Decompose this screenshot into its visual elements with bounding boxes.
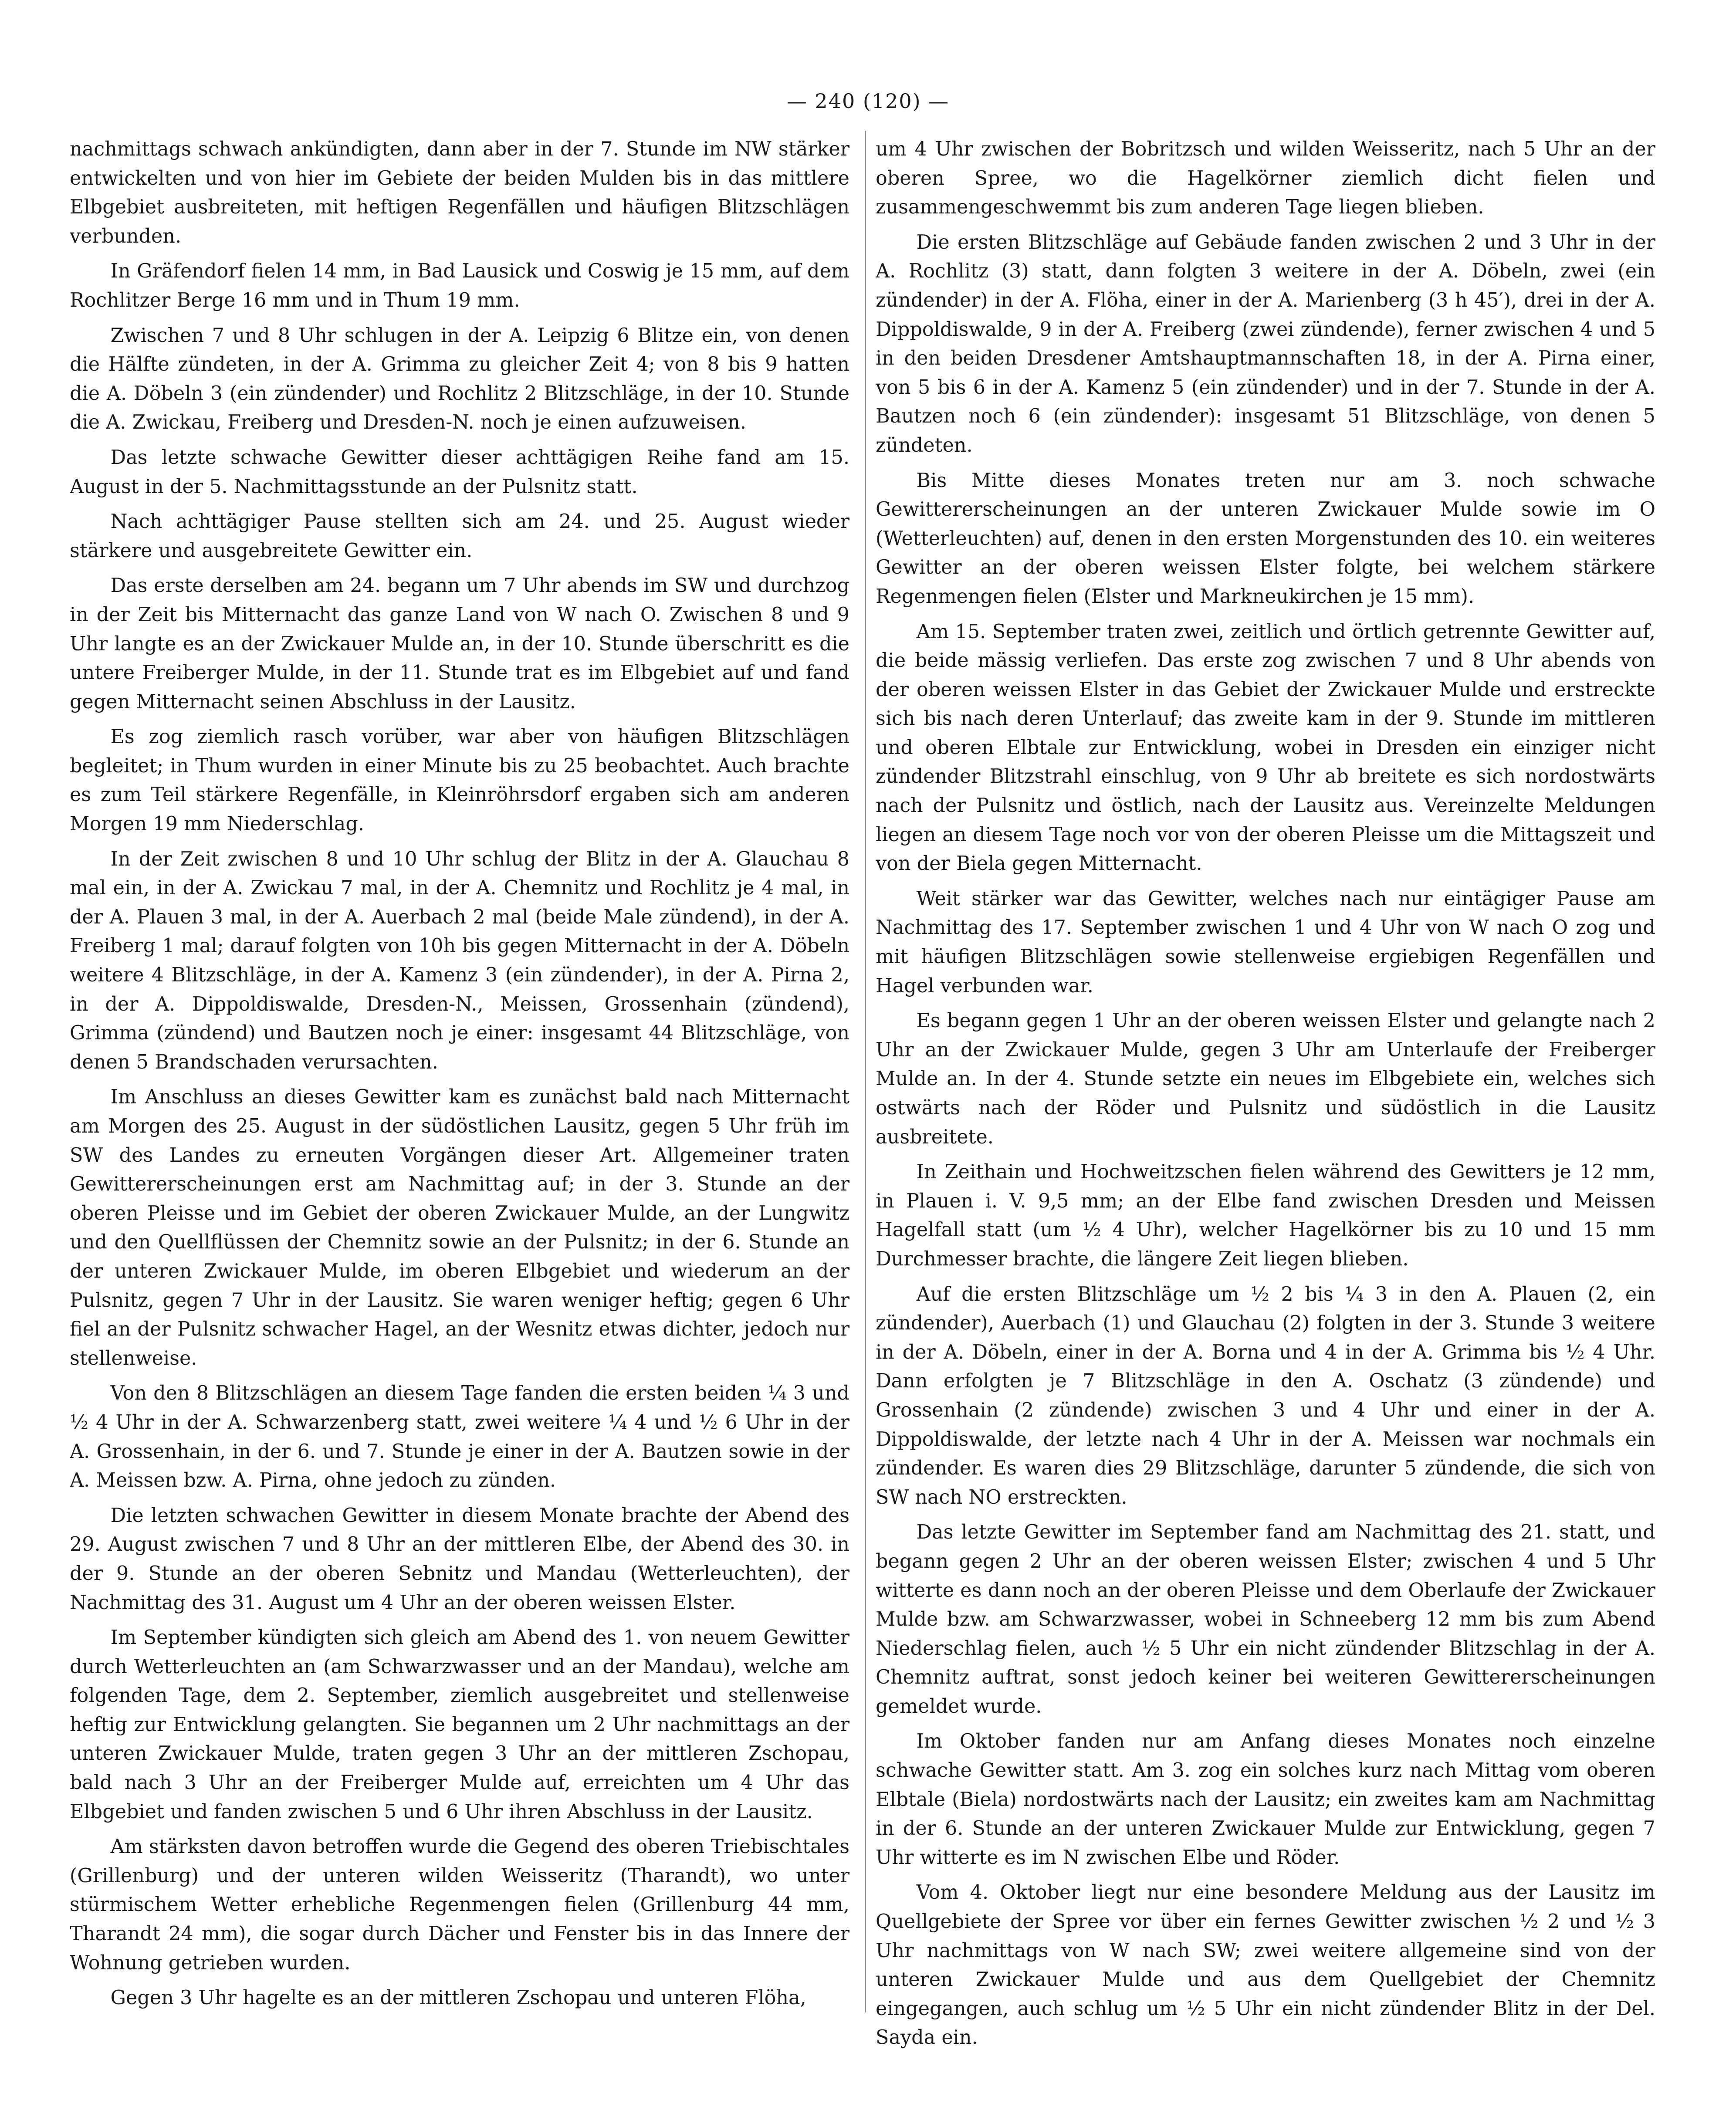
- text-column-right: [876, 135, 1655, 2087]
- paragraph: Vom 4. Oktober liegt nur eine besondere Meldung aus der Lausitz im Quellgebiete der Spree vor über ein fernes Gewitter zwischen ½ 2 und ½ 3 Uhr nachmittags von W nach SW; zwei weitere allgemeine sind von der unteren Zwickauer Mulde und aus dem Quellgebiet der Chemnitz eingegangen, auch schlug um ½ 5 Uhr ein nicht zündender Blitz in der Del. Sayda ein.: [876, 1881, 1655, 2049]
- paragraph: Es begann gegen 1 Uhr an der oberen weissen Elster und gelangte nach 2 Uhr an der Zwickauer Mulde, gegen 3 Uhr am Unterlaufe der Freiberger Mulde an. In der 4. Stunde setzte ein neues im Elbgebiete ein, welches sich ostwärts nach der Röder und Pulsnitz und südöstlich in die Lausitz ausbreitete.: [876, 1010, 1655, 1148]
- paragraph: Zwischen 7 und 8 Uhr schlugen in der A. Leipzig 6 Blitze ein, von denen die Hälfte zündeten, in der A. Grimma zu gleicher Zeit 4; von 8 bis 9 hatten die A. Döbeln 3 (ein zündender) und Rochlitz 2 Blitzschläge, in der 10. Stunde die A. Zwickau, Freiberg und Dresden-N. noch je einen aufzuweisen.: [70, 324, 849, 434]
- paragraph: In der Zeit zwischen 8 und 10 Uhr schlug der Blitz in der A. Glauchau 8 mal ein, in der A. Zwickau 7 mal, in der A. Chemnitz und Rochlitz je 4 mal, in der A. Plauen 3 mal, in der A. Auerbach 2 mal (beide Male zündend), in der A. Freiberg 1 mal; darauf folgten von 10h bis gegen Mitternacht in der A. Döbeln weitere 4 Blitzschläge, in der A. Kamenz 3 (ein zündender), in der A. Pirna 2, in der A. Dippoldiswalde, Dresden-N., Meissen, Grossenhain (zündend), Grimma (zündend) und Bautzen noch je einer: insgesamt 44 Blitzschläge, von denen 5 Brandschaden verursachten.: [70, 848, 849, 1073]
- paragraph: Gegen 3 Uhr hagelte es an der mittleren Zschopau und unteren Flöha,: [110, 1987, 806, 2009]
- paragraph: nachmittags schwach ankündigten, dann aber in der 7. Stunde im NW stärker entwickelten und von hier im Gebiete der beiden Mulden bis in das mittlere Elbgebiet ausbreiteten, mit heftigen Regenfällen und häufigen Blitzschlägen verbunden.: [70, 138, 849, 247]
- paragraph: Am stärksten davon betroffen wurde die Gegend des oberen Triebischtales (Grillenburg) und der unteren wilden Weisseritz (Tharandt), wo unter stürmischem Wetter erhebliche Regenmengen fielen (Grillenburg 44 mm, Tharandt 24 mm), die sogar durch Dächer und Fenster bis in das Innere der Wohnung getrieben wurden.: [70, 1836, 849, 1974]
- paragraph: Das letzte schwache Gewitter dieser achttägigen Reihe fand am 15. August in der 5. Nachmittagsstunde an der Pulsnitz statt.: [70, 446, 849, 498]
- paragraph: Das letzte Gewitter im September fand am Nachmittag des 21. statt, und begann gegen 2 Uhr an der oberen weissen Elster; zwischen 4 und 5 Uhr witterte es dann noch an der oberen Pleisse und dem Oberlaufe der Zwickauer Mulde bzw. am Schwarzwasser, wobei in Schneeberg 12 mm bis zum Abend Niederschlag fielen, auch ½ 5 Uhr ein nicht zündender Blitzschlag in der A. Chemnitz auftrat, sonst jedoch keiner bei weiteren Gewittererscheinungen gemeldet wurde.: [876, 1521, 1655, 1718]
- paragraph: Im September kündigten sich gleich am Abend des 1. von neuem Gewitter durch Wetterleuchten an (am Schwarzwasser und an der Mandau), welche am folgenden Tage, dem 2. September, ziemlich ausgebreitet und stellenweise heftig zur Entwicklung gelangten. Sie begannen um 2 Uhr nachmittags an der unteren Zwickauer Mulde, traten gegen 3 Uhr an der mittleren Zschopau, bald nach 3 Uhr an der Freiberger Mulde auf, erreichten um 4 Uhr das Elbgebiet und fanden zwischen 5 und 6 Uhr ihren Abschluss in der Lausitz.: [70, 1627, 849, 1823]
- paragraph: Im Oktober fanden nur am Anfang dieses Monates noch einzelne schwache Gewitter statt. Am 3. zog ein solches kurz nach Mittag vom oberen Elbtale (Biela) nordostwärts nach der Lausitz; ein zweites kam am Nachmittag in der 6. Stunde an der unteren Zwickauer Mulde zur Entwicklung, gegen 7 Uhr witterte es im N zwischen Elbe und Röder.: [876, 1730, 1655, 1869]
- paragraph: Die letzten schwachen Gewitter in diesem Monate brachte der Abend des 29. August zwischen 7 und 8 Uhr an der mittleren Elbe, der Abend des 30. in der 9. Stunde an der oberen Sebnitz und Mandau (Wetterleuchten), der Nachmittag des 31. August um 4 Uhr an der oberen weissen Elster.: [70, 1504, 849, 1614]
- paragraph: Auf die ersten Blitzschläge um ½ 2 bis ¼ 3 in den A. Plauen (2, ein zündender), Auerbach (1) und Glauchau (2) folgten in der 3. Stunde 3 weitere in der A. Döbeln, einer in der A. Borna und 4 in der A. Grimma bis ½ 4 Uhr. Dann erfolgten je 7 Blitzschläge in den A. Oschatz (3 zündende) und Grossenhain (2 zündende) zwischen 3 und 4 Uhr und einer in der A. Dippoldiswalde, der letzte nach 4 Uhr in der A. Meissen war nochmals ein zündender. Es waren dies 29 Blitzschläge, darunter 5 zündende, die sich von SW nach NO erstreckten.: [876, 1283, 1655, 1508]
- paragraph: Am 15. September traten zwei, zeitlich und örtlich getrennte Gewitter auf, die beide mässig verliefen. Das erste zog zwischen 7 und 8 Uhr abends von der oberen weissen Elster in das Gebiet der Zwickauer Mulde und erstreckte sich bis nach deren Unterlauf; das zweite kam in der 9. Stunde im mittleren und oberen Elbtale zur Entwicklung, wobei in Dresden ein einziger nicht zündender Blitzstrahl einschlug, von 9 Uhr ab breitete es sich nordostwärts nach der Pulsnitz und östlich, nach der Lausitz aus. Vereinzelte Meldungen liegen an diesem Tage noch vor von der oberen Pleisse um die Mittagszeit und von der Biela gegen Mitternacht.: [876, 620, 1655, 875]
- paragraph: Bis Mitte dieses Monates treten nur am 3. noch schwache Gewittererscheinungen an der unteren Zwickauer Mulde sowie im O (Wetterleuchten) auf, denen in den ersten Morgenstunden des 10. ein weiteres Gewitter an der oberen weissen Elster folgte, bei welchem stärkere Regenmengen fielen (Elster und Markneukirchen je 15 mm).: [876, 469, 1655, 608]
- paragraph: Das erste derselben am 24. begann um 7 Uhr abends im SW und durchzog in der Zeit bis Mitternacht das ganze Land von W nach O. Zwischen 8 und 9 Uhr langte es an der Zwickauer Mulde an, in der 10. Stunde überschritt es die untere Freiberger Mulde, in der 11. Stunde trat es im Elbgebiet auf und fand gegen Mitternacht seinen Abschluss in der Lausitz.: [70, 575, 849, 713]
- column-divider: [865, 131, 866, 2012]
- paragraph: In Gräfendorf fielen 14 mm, in Bad Lausick und Coswig je 15 mm, auf dem Rochlitzer Berge 16 mm und in Thum 19 mm.: [70, 260, 849, 311]
- paragraph: Es zog ziemlich rasch vorüber, war aber von häufigen Blitzschlägen begleitet; in Thum wurden in einer Minute bis zu 25 beobachtet. Auch brachte es zum Teil stärkere Regenfälle, in Kleinröhrsdorf ergaben sich am anderen Morgen 19 mm Niederschlag.: [70, 726, 849, 835]
- paragraph: Im Anschluss an dieses Gewitter kam es zunächst bald nach Mitternacht am Morgen des 25. August in der südöstlichen Lausitz, gegen 5 Uhr früh im SW des Landes zu erneuten Vorgängen dieser Art. Allgemeiner traten Gewittererscheinungen erst am Nachmittag auf; in der 3. Stunde an der oberen Pleisse und im Gebiet der oberen Zwickauer Mulde, an der Lungwitz und den Quellflüssen der Chemnitz sowie an der Pulsnitz; in der 6. Stunde an der unteren Zwickauer Mulde, im oberen Elbgebiet und wiederum an der Pulsnitz, gegen 7 Uhr in der Lausitz. Sie waren weniger heftig; gegen 6 Uhr fiel an der Pulsnitz schwacher Hagel, an der Wesnitz etwas dichter, jedoch nur stellenweise.: [70, 1086, 849, 1370]
- paragraph: Weit stärker war das Gewitter, welches nach nur eintägiger Pause am Nachmittag des 17. September zwischen 1 und 4 Uhr von W nach O zog und mit häufigen Blitzschlägen sowie stellenweise ergiebigen Regenfällen und Hagel verbunden war.: [876, 887, 1655, 997]
- page-number-header: — 240 (120) —: [786, 89, 950, 113]
- text-column-left: [70, 135, 849, 2087]
- paragraph: In Zeithain und Hochweitzschen fielen während des Gewitters je 12 mm, in Plauen i. V. 9,5 mm; an der Elbe fand zwischen Dresden und Meissen Hagelfall statt (um ½ 4 Uhr), welcher Hagelkörner bis zu 10 und 15 mm Durchmesser brachte, die längere Zeit liegen blieben.: [876, 1161, 1655, 1270]
- paragraph: Von den 8 Blitzschlägen an diesem Tage fanden die ersten beiden ¼ 3 und ½ 4 Uhr in der A. Schwarzenberg statt, zwei weitere ¼ 4 und ½ 6 Uhr in der A. Grossenhain, in der 6. und 7. Stunde je einer in der A. Bautzen sowie in der A. Meissen bzw. A. Pirna, ohne jedoch zu zünden.: [70, 1382, 849, 1492]
- paragraph: Nach achttägiger Pause stellten sich am 24. und 25. August wieder stärkere und ausgebreitete Gewitter ein.: [70, 511, 849, 562]
- paragraph: Die ersten Blitzschläge auf Gebäude fanden zwischen 2 und 3 Uhr in der A. Rochlitz (3) statt, dann folgten 3 weitere in der A. Döbeln, zwei (ein zündender) in der A. Flöha, einer in der A. Marienberg (3 h 45′), drei in der A. Dippoldiswalde, 9 in der A. Freiberg (zwei zündende), ferner zwischen 4 und 5 in den beiden Dresdener Amtshauptmannschaften 18, in der A. Pirna einer, von 5 bis 6 in der A. Kamenz 5 (ein zündender) und in der 7. Stunde in der A. Bautzen noch 6 (ein zündender): insgesamt 51 Blitzschläge, von denen 5 zündeten.: [876, 231, 1655, 457]
- paragraph: um 4 Uhr zwischen der Bobritzsch und wilden Weisseritz, nach 5 Uhr an der oberen Spree, wo die Hagelkörner ziemlich dicht fielen und zusammengeschwemmt bis zum anderen Tage liegen blieben.: [876, 138, 1655, 219]
